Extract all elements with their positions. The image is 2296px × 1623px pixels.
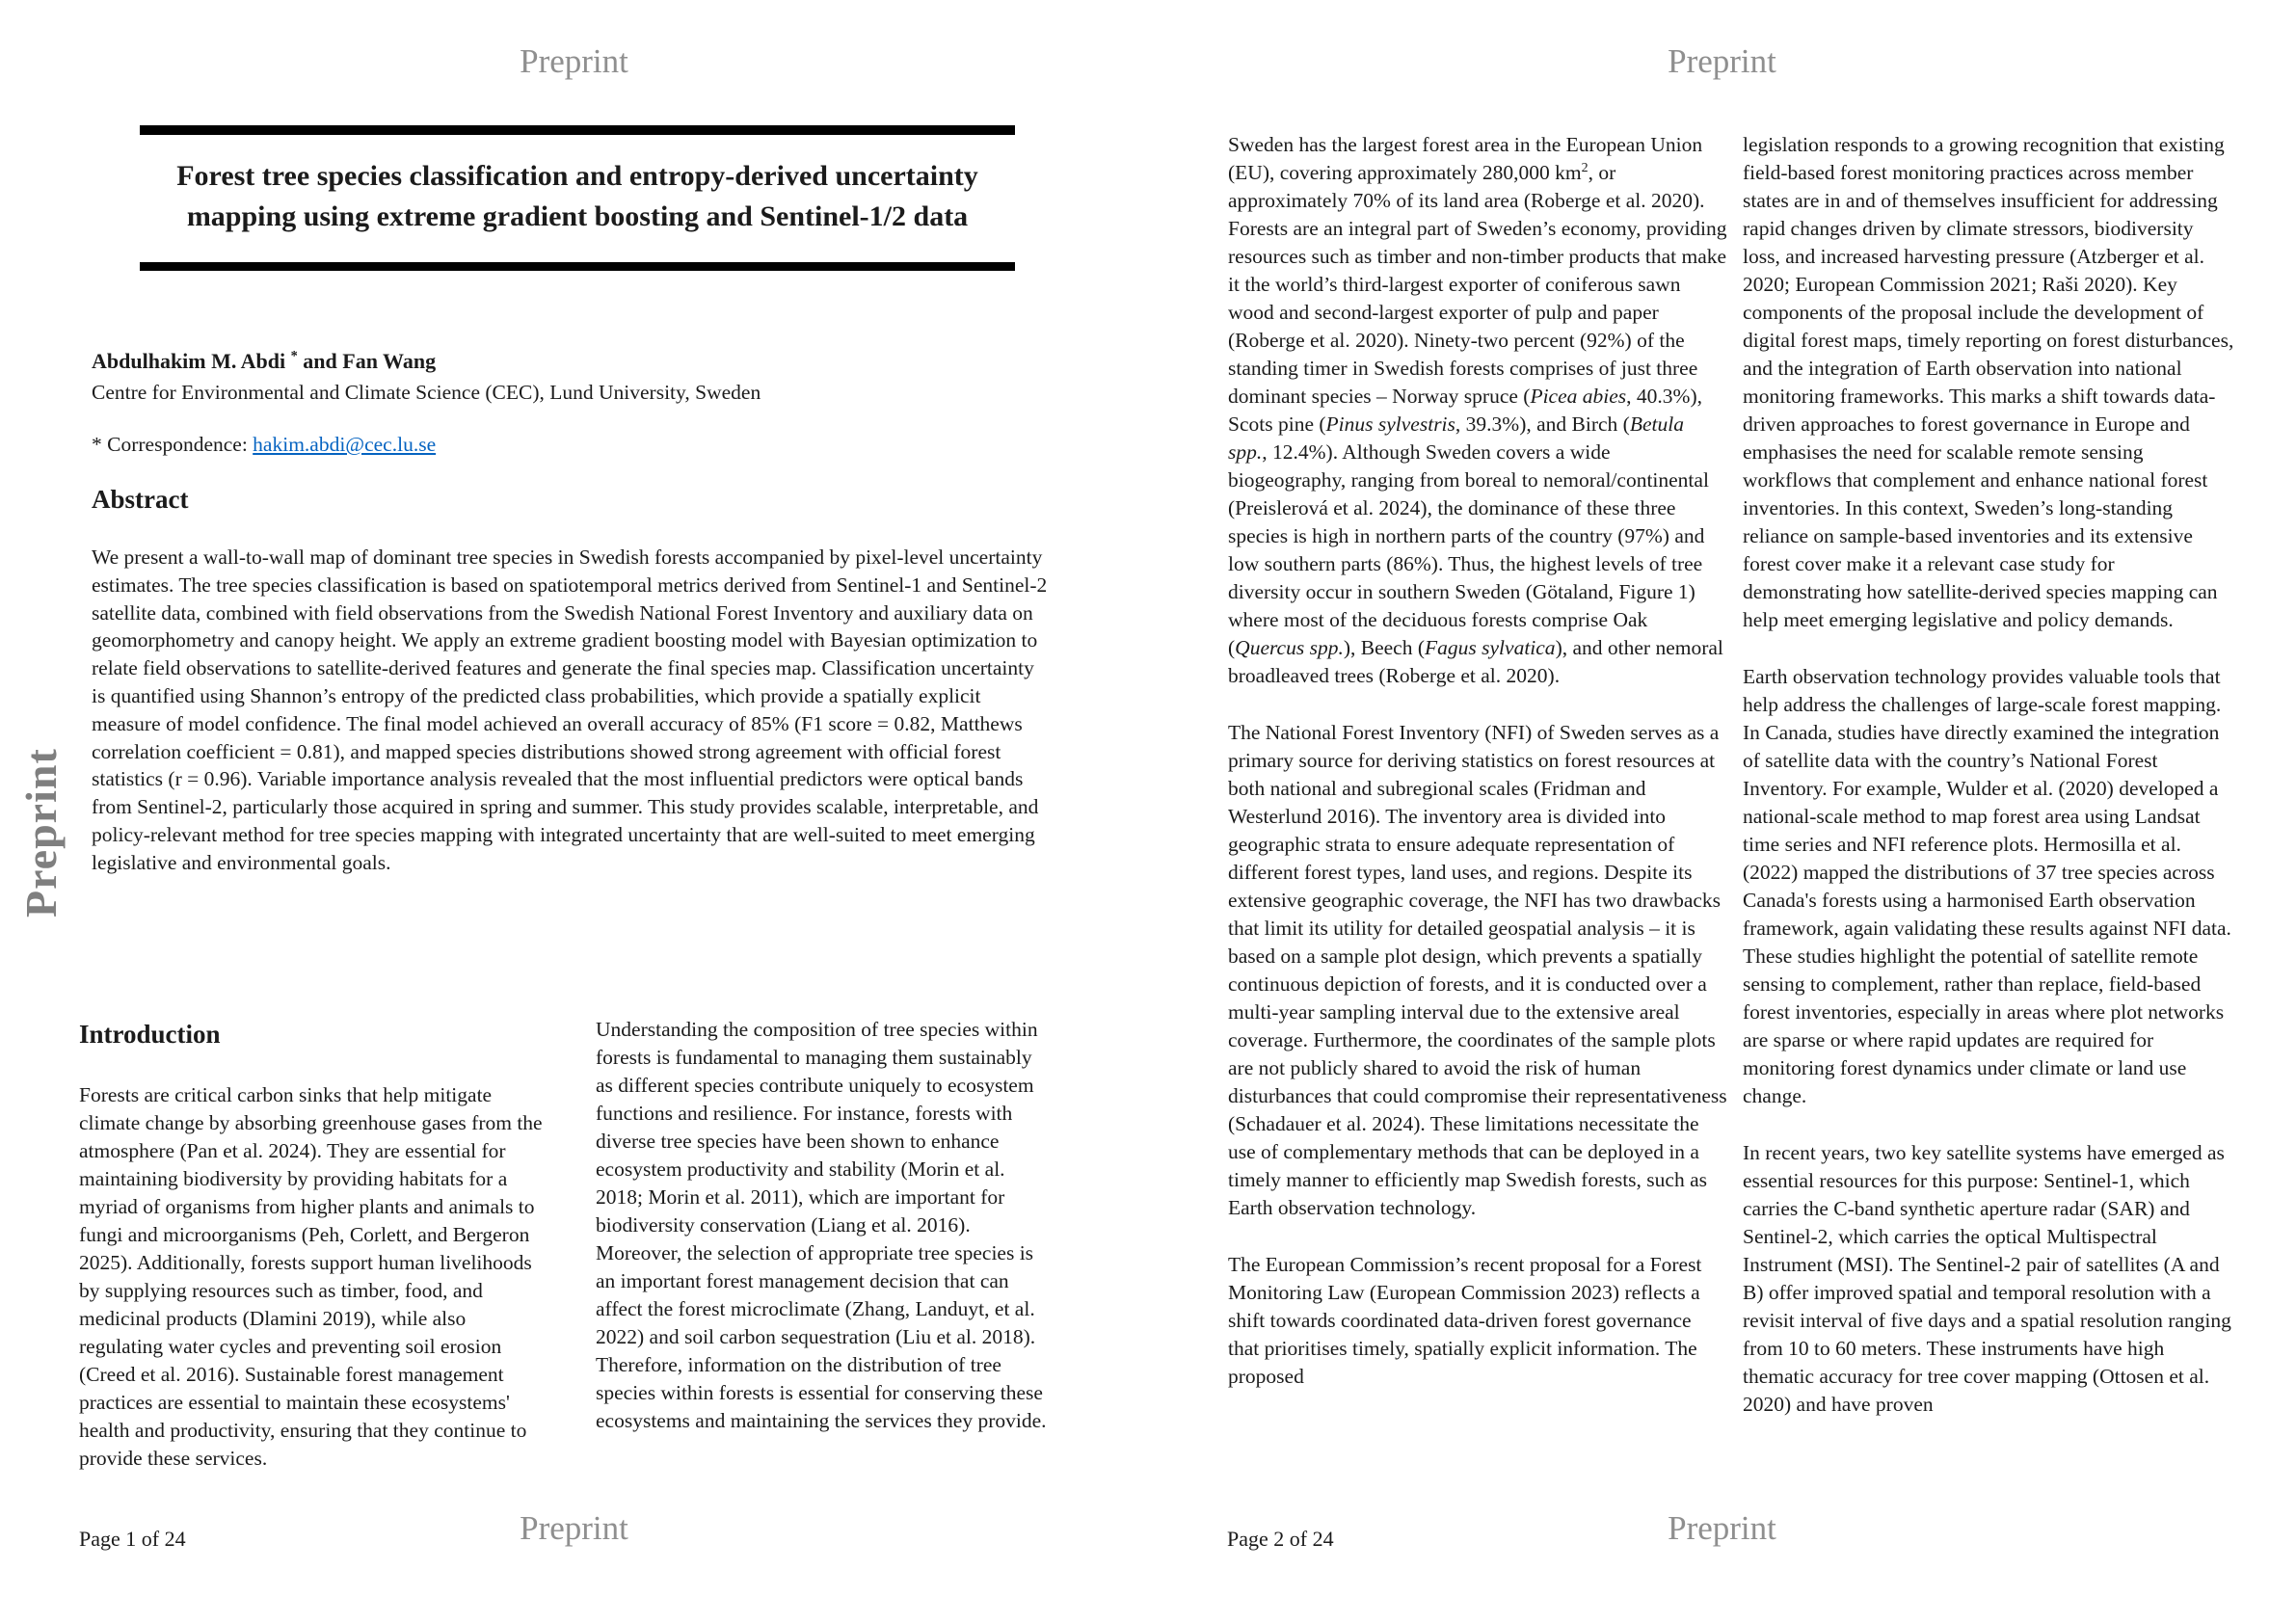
italic-text: Pinus sylvestris: [1325, 412, 1455, 436]
page1-column-2: [596, 1016, 1049, 1464]
page1-footer-preprint: Preprint: [520, 1509, 628, 1547]
text-run: legislation responds to a growing recognition that existing field-based forest monitoring practices across member states are in and of themselves insufficient for addressing rapid changes driven by climate stressors, biodiversity loss, and increased harvesting pressure (Atzberger et al. 2020; European Commission 2021; Raši 2020). Key components of the proposal include the development of digital forest maps, timely reporting on forest disturbances, and the integration of Earth observation into national monitoring frameworks. This marks a shift towards data-driven approaches to forest governance in Europe and emphasises the need for scalable remote sensing workflows that complement and enhance national forest inventories. In this context, Sweden’s long-standing reliance on sample-based inventories and its extensive forest cover make it a relevant case study for demonstrating how satellite-derived species mapping can help meet emerging legislative and policy demands.: [1743, 133, 2234, 631]
body-paragraph: [1228, 719, 1727, 1222]
text-run: In recent years, two key satellite systems have emerged as essential resources for this purpose: Sentinel-1, which carries the C-band synthetic aperture radar (SAR) and Sentinel-2, which carries the optical Multispectral Instrument (MSI). The Sentinel-2 pair of satellites (A and B) offer improved spatial and temporal resolution with a revisit interval of five days and a spatial resolution ranging from 10 to 60 meters. These instruments have high thematic accuracy for tree cover mapping (Ottosen et al. 2020) and have proven: [1743, 1141, 2231, 1416]
authors-line: [92, 349, 436, 374]
page2-footer-preprint: Preprint: [1668, 1509, 1776, 1547]
text-run: ), and other nemoral broadleaved trees (Roberge et al. 2020).: [1228, 636, 1723, 687]
page2-column-2: [1743, 131, 2234, 1448]
body-paragraph: [1228, 131, 1727, 690]
page-2: [1148, 0, 2296, 1623]
text-run: The European Commission’s recent proposal for a Forest Monitoring Law (European Commission 2023) reflects a shift towards coordinated data-driven forest governance that prioritises timely, spatially explicit information. The proposed: [1228, 1253, 1702, 1388]
text-run: The National Forest Inventory (NFI) of Sweden serves as a primary source for deriving statistics on forest resources at both national and subregional scales (Fridman and Westerlund 2016). The inventory area is divided into geographic strata to ensure adequate representation of different forest types, land uses, and regions. Despite its extensive geographic coverage, the NFI has two drawbacks that limit its utility for detailed geospatial analysis – it is based on a sample plot design, which prevents a spatially continuous depiction of forests, and it is conducted over a multi-year sampling interval due to the extensive areal coverage. Furthermore, the coordinates of the sample plots are not publicly shared to avoid the risk of human disturbances that could compromise their representativeness (Schadauer et al. 2024). These limitations necessitate the use of complementary methods that can be deployed in a timely manner to efficiently map Swedish forests, such as Earth observation technology.: [1228, 721, 1727, 1219]
text-run: , 12.4%). Although Sweden covers a wide biogeography, ranging from boreal to nemoral/continental (Preislerová et al. 2024), the dominance of these three species is high in northern parts of the country (97%) and low southern parts (86%). Thus, the highest levels of tree diversity occur in southern Sweden (Götaland, Figure 1) where most of the deciduous forests comprise Oak (: [1228, 440, 1709, 659]
page1-header-preprint: Preprint: [520, 42, 628, 80]
introduction-heading: Introduction: [79, 1020, 221, 1049]
page1-page-number: Page 1 of 24: [79, 1527, 186, 1551]
text-run: , 39.3%), and Birch (: [1455, 412, 1630, 436]
preprint-watermark-vertical: Preprint: [16, 748, 66, 918]
affiliation-line: Centre for Environmental and Climate Science (CEC), Lund University, Sweden: [92, 381, 761, 404]
body-paragraph: [1743, 663, 2234, 1110]
abstract-paragraph: We present a wall-to-wall map of dominant tree species in Swedish forests accompanied by pixel-level uncertainty estimates. The tree species classification is based on spatiotemporal metrics derived from Sentinel-1 and Sentinel-2 satellite data, combined with field observations from the Swedish National Forest Inventory and auxiliary data on geomorphometry and canopy height. We apply an extreme gradient boosting model with Bayesian optimization to relate field observations to satellite-derived features and generate the final species map. Classification uncertainty is quantified using Shannon’s entropy of the predicted class probabilities, which provide a spatially explicit measure of model confidence. The final model achieved an overall accuracy of 85% (F1 score = 0.82, Matthews correlation coefficient = 0.81), and mapped species distributions showed strong agreement with official forest statistics (r = 0.96). Variable importance analysis revealed that the most influential predictors were optical bands from Sentinel-2, particularly those acquired in spring and summer. This study provides scalable, interpretable, and policy-relevant method for tree species mapping with integrated uncertainty that are well-suited to meet emerging legislative and environmental goals.: [92, 545, 1048, 874]
page1-column-1: [79, 1081, 547, 1502]
text-run: and Fan Wang: [297, 349, 437, 373]
paper-title: Forest tree species classification and entropy-derived uncertainty mapping using extreme gradient boosting and Sentinel-1/2 data: [176, 160, 978, 232]
abstract-heading: Abstract: [92, 485, 189, 514]
page2-header-preprint: Preprint: [1668, 42, 1776, 80]
body-paragraph: [1743, 1139, 2234, 1419]
superscript-text: *: [290, 348, 298, 364]
italic-text: Betula spp.: [1228, 412, 1684, 464]
body-paragraph: [1228, 1251, 1727, 1391]
text-run: Earth observation technology provides valuable tools that help address the challenges of large-scale forest mapping. In Canada, studies have directly examined the integration of satellite data with the country’s National Forest Inventory. For example, Wulder et al. (2020) developed a national-scale method to map forest area using Landsat time series and NFI reference plots. Hermosilla et al. (2022) mapped the distributions of 37 tree species across Canada's forests using a harmonised Earth observation framework, again validating these results against NFI data. These studies highlight the potential of satellite remote sensing to complement, rather than replace, field-based forest inventories, especially in areas where plot networks are sparse or where rapid updates are required for monitoring forest dynamics under climate or land use change.: [1743, 665, 2231, 1107]
text-run: , 40.3%), Scots pine (: [1228, 385, 1702, 436]
italic-text: Picea abies: [1530, 385, 1627, 408]
text-run: Abdulhakim M. Abdi: [92, 349, 291, 373]
text-run: Sweden has the largest forest area in the European Union (EU), covering approximately 280,000 km: [1228, 133, 1703, 184]
body-paragraph: Forests are critical carbon sinks that help mitigate climate change by absorbing greenhouse gases from the atmosphere (Pan et al. 2024). They are essential for maintaining biodiversity by providing habitats for a myriad of organisms from higher plants and animals to fungi and microorganisms (Peh, Corlett, and Bergeron 2025). Additionally, forests support human livelihoods by supplying resources such as timber, food, and medicinal products (Dlamini 2019), while also regulating water cycles and preventing soil erosion (Creed et al. 2016). Sustainable forest management practices are essential to maintain these ecosystems' health and productivity, ensuring that they continue to provide these services.: [79, 1083, 543, 1470]
correspondence-line: [92, 433, 436, 457]
body-paragraph: [1743, 131, 2234, 634]
title-block: [140, 125, 1015, 271]
italic-text: Fagus sylvatica: [1425, 636, 1556, 659]
italic-text: Quercus spp.: [1235, 636, 1344, 659]
superscript-text: 2: [1581, 160, 1589, 175]
body-paragraph: Understanding the composition of tree species within forests is fundamental to managing them sustainably as different species contribute uniquely to ecosystem functions and resilience. For instance, forests with diverse tree species have been shown to enhance ecosystem productivity and stability (Morin et al. 2018; Morin et al. 2011), which are important for biodiversity conservation (Liang et al. 2016). Moreover, the selection of appropriate tree species is an important forest management decision that can affect the forest microclimate (Zhang, Landuyt, et al. 2022) and soil carbon sequestration (Liu et al. 2018). Therefore, information on the distribution of tree species within forests is essential for conserving these ecosystems and maintaining the services they provide.: [596, 1018, 1047, 1432]
text-run: ), Beech (: [1343, 636, 1426, 659]
correspondence-email-link[interactable]: hakim.abdi@cec.lu.se: [253, 433, 437, 456]
correspondence-label: * Correspondence:: [92, 433, 254, 456]
page2-column-1: [1228, 131, 1727, 1420]
text-run: , or approximately 70% of its land area (Roberge et al. 2020). Forests are an integral part of Sweden’s economy, providing resources such as timber and non-timber products that make it the world’s third-largest exporter of coniferous sawn wood and second-largest exporter of pulp and paper (Roberge et al. 2020). Ninety-two percent (92%) of the standing timer in Swedish forests comprises of just three dominant species – Norway spruce (: [1228, 161, 1727, 408]
page2-page-number: Page 2 of 24: [1227, 1527, 1334, 1551]
